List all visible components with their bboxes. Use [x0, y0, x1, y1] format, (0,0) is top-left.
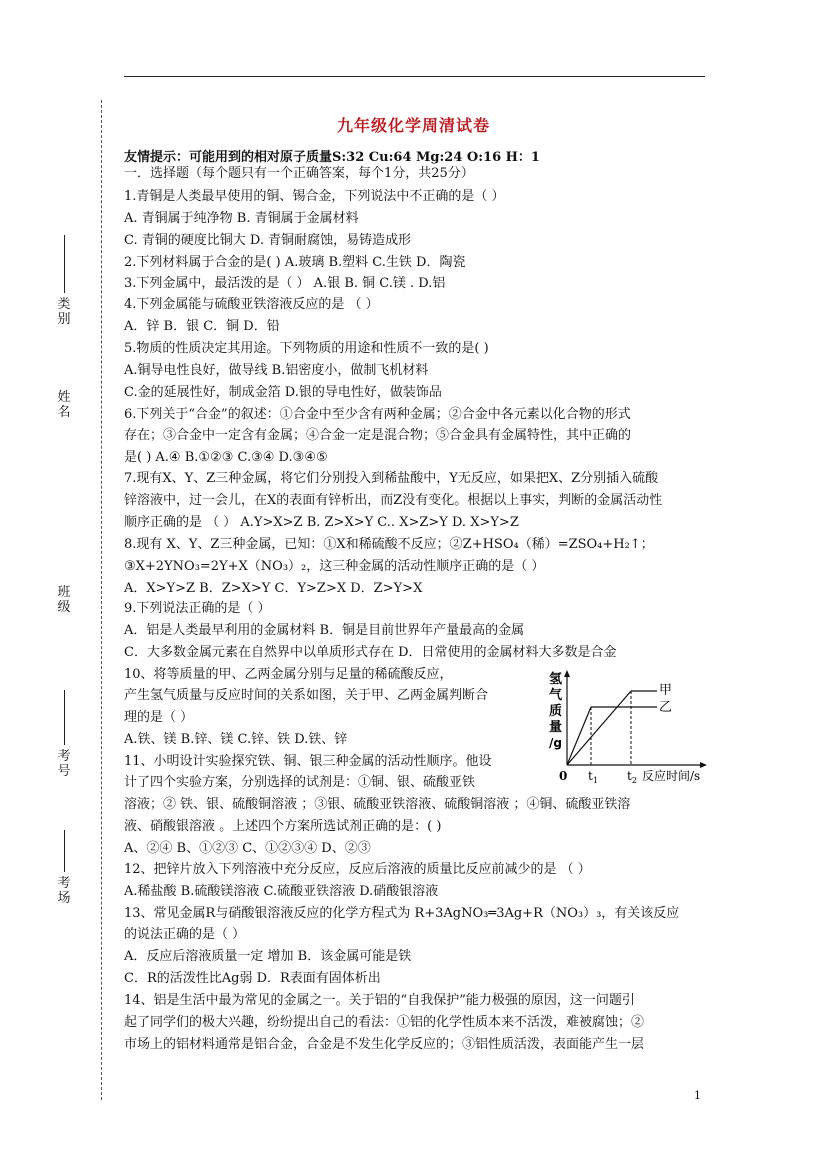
question-line: 14、铝是生活中最为常见的金属之一。关于铝的“自我保护”能力极强的原因，这一问题引 — [124, 993, 635, 1008]
svg-text:/g: /g — [549, 736, 562, 750]
question-line: 市场上的铝材料通常是铝合金，合金是不发生化学反应的；③铝性质活泼，表面能产生一层 — [124, 1037, 645, 1052]
question-line: C. 青铜的硬度比铜大 D. 青铜耐腐蚀，易铸造成形 — [124, 233, 412, 248]
side-label-exam-number: 考号 — [54, 690, 74, 779]
question-line: C．大多数金属元素在自然界中以单质形式存在 D．日常使用的金属材料大多数是合金 — [124, 645, 617, 660]
section-heading: 一．选择题（每个题只有一个正确答案，每个1分，共25分） — [124, 166, 474, 181]
question-line: A.铜导电性良好，做导线 B.铝密度小，做制飞机材料 — [124, 363, 429, 378]
question-line: C．R的活泼性比Ag弱 D．R表面有固体析出 — [124, 971, 381, 986]
question-line: 的说法正确的是（ ） — [124, 927, 246, 942]
question-line: 液、硝酸银溶液 。上述四个方案所选试剂正确的是：( ) — [124, 819, 442, 834]
graph-line-a — [567, 691, 631, 765]
side-label-class: 班级 — [57, 585, 71, 615]
question-line: A．锌 B．银 C．铜 D．铅 — [124, 319, 280, 334]
graph-t1-label: $t_1$ — [588, 769, 598, 785]
question-line: 理的是（ ） — [124, 710, 194, 725]
question-line: 溶液；② 铁、银、硫酸铜溶液 ；③银、硫酸亚铁溶液、硫酸铜溶液 ；④铜、硫酸亚铁溶 — [124, 797, 631, 812]
graph-series-b-label: 乙 — [659, 700, 673, 715]
question-line: 9.下列说法正确的是（ ） — [124, 601, 271, 616]
question-line: 计了四个实验方案，分别选择的试剂是：①铜、银、硫酸亚铁 — [124, 775, 476, 790]
question-line: 锌溶液中，过一会儿，在X的表面有锌析出，而Z没有变化。根据以上事实，判断的金属活动性 — [124, 493, 663, 508]
question-line: A．反应后溶液质量一定 增加 B．该金属可能是铁 — [124, 949, 412, 964]
question-line: 产生氢气质量与反应时间的关系如图，关于甲、乙两金属判断合 — [124, 688, 489, 703]
page-title: 九年级化学周清试卷 — [336, 116, 490, 135]
question-line: A.稀盐酸 B.硫酸镁溶液 C.硫酸亚铁溶液 D.硝酸银溶液 — [124, 884, 439, 899]
question-line: 11、小明设计实验探究铁、铜、银三种金属的活动性顺序。他设 — [124, 754, 492, 769]
question-line: A．X>Y>Z B．Z>X>Y C．Y>Z>X D．Z>Y>X — [124, 581, 423, 596]
hydrogen-mass-graph — [543, 670, 713, 788]
question-line: 存在；③合金中一定含有金属；④合金一定是混合物；⑤合金具有金属特性，其中正确的 — [124, 428, 632, 443]
question-line: ③X+2YNO₃=2Y+X（NO₃）₂，这三种金属的活动性顺序正确的是（ ） — [124, 559, 545, 574]
graph-t2-label: $t_2$ — [627, 769, 637, 785]
question-line: 起了同学们的极大兴趣，纷纷提出自己的看法：①铝的化学性质本来不活泼，难被腐蚀；② — [124, 1015, 645, 1030]
svg-text:气: 气 — [549, 688, 563, 703]
question-line: 6.下列关于“合金”的叙述：①合金中至少含有两种金属；②合金中各元素以化合物的形式 — [124, 407, 631, 422]
question-line: 1.青铜是人类最早使用的铜、锡合金，下列说法中不正确的是（ ） — [124, 189, 505, 204]
question-line: A.铁、镁 B.锌、镁 C.锌、铁 D.铁、锌 — [124, 732, 348, 747]
question-line: 7.现有X、Y、Z三种金属，将它们分别投入到稀盐酸中，Y无反应，如果把X、Z分别插入硫酸 — [124, 471, 659, 486]
svg-text:量: 量 — [549, 720, 563, 735]
side-label-category: 类别 — [54, 235, 74, 342]
graph-line-b — [567, 707, 591, 765]
side-label-name: 姓名 — [57, 390, 71, 420]
question-line: C.金的延展性好，制成金箔 D.银的导电性好，做装饰品 — [124, 385, 442, 400]
question-line: 2.下列材料属于合金的是( ) A.玻璃 B.塑料 C.生铁 D．陶瓷 — [124, 255, 466, 270]
question-line: 13、常见金属R与硝酸银溶液反应的化学方程式为 R+3AgNO₃═3Ag+R（NO₃）₃，有关该反应 — [124, 906, 680, 921]
side-label-exam-room: 考场 — [54, 830, 74, 906]
graph-x-label: 反应时间/s — [642, 769, 701, 783]
question-line: A．铝是人类最早利用的金属材料 B．铜是目前世界年产量最高的金属 — [124, 623, 525, 638]
question-line: 3.下列金属中，最活泼的是（ ） A.银 B. 铜 C.镁 . D.铝 — [124, 276, 446, 291]
question-line: 10、将等质量的甲、乙两金属分别与足量的稀硫酸反应， — [124, 667, 453, 682]
question-line: A. 青铜属于纯净物 B. 青铜属于金属材料 — [124, 211, 359, 226]
question-line: 8.现有 X、Y、Z三种金属，已知：①X和稀硫酸不反应；②Z+HSO₄（稀）=ZSO₄+H₂↑； — [124, 537, 654, 552]
binding-line — [101, 100, 102, 1100]
question-line: A、②④ B、①②③ C、①②③④ D、②③ — [124, 841, 371, 856]
question-line: 5.物质的性质决定其用途。下列物质的用途和性质不一致的是( ) — [124, 341, 489, 356]
hint-line: 友情提示：可能用到的相对原子质量S:32 Cu:64 Mg:24 O:16 H：1 — [124, 150, 540, 165]
graph-series-a-label: 甲 — [659, 683, 673, 698]
question-line: 4.下列金属能与硫酸亚铁溶液反应的是 （ ） — [124, 297, 379, 312]
question-line: 顺序正确的是 （ ） A.Y>X>Z B. Z>X>Y C.. X>Z>Y D. X>Y>Z — [124, 515, 519, 530]
graph-y-label: 氢 — [549, 672, 563, 687]
svg-text:质: 质 — [549, 704, 563, 719]
graph-origin: 0 — [559, 769, 568, 783]
question-line: 12、把锌片放入下列溶液中充分反应，反应后溶液的质量比反应前减少的是 （ ） — [124, 862, 591, 877]
page-number: 1 — [694, 1089, 701, 1102]
header-rule — [124, 76, 705, 77]
question-line: 是( ) A.④ B.①②③ C.③④ D.③④⑤ — [124, 450, 328, 465]
